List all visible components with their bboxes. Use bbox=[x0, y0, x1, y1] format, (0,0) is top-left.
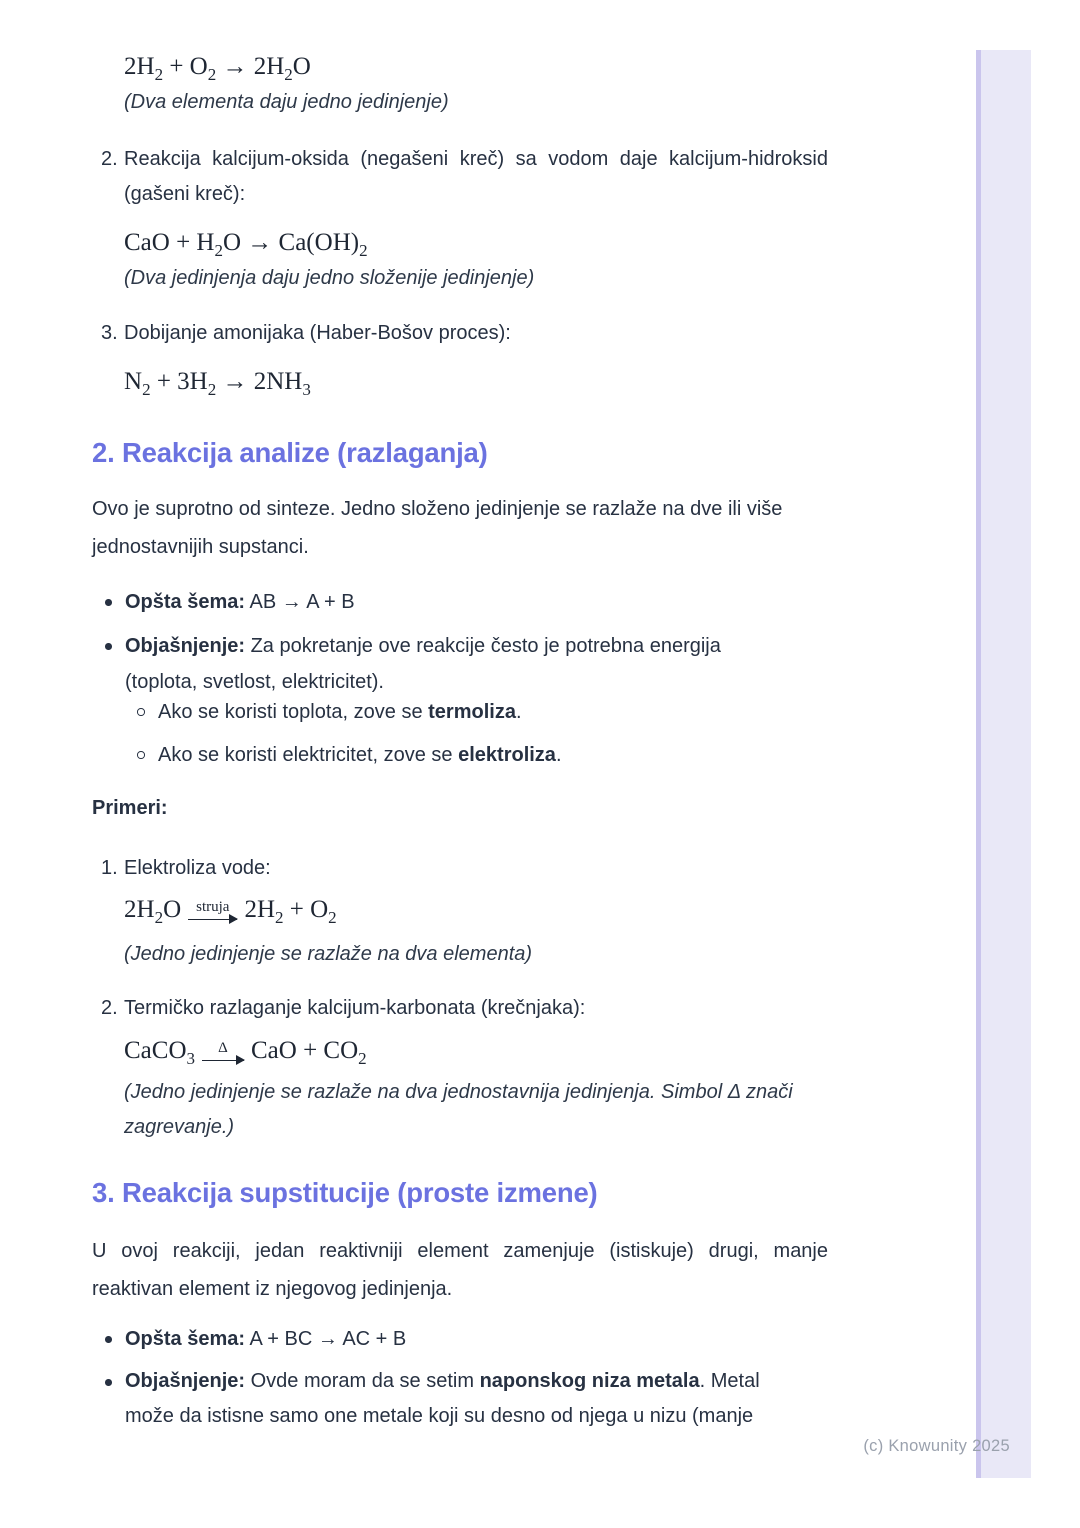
section-heading-supstitucija: 3. Reakcija supstitucije (proste izmene) bbox=[92, 1177, 598, 1208]
bullet-text-continued: (toplota, svetlost, elektricitet). bbox=[125, 671, 384, 693]
item-text: Reakcija kalcijum-oksida (negašeni kreč) sa vodom daje kalcijum-hidroksid (gašeni kreč): bbox=[124, 148, 828, 205]
bullet-lead: Opšta šema: bbox=[125, 591, 246, 613]
equation-right: CaO + $CO_2$ bbox=[251, 1037, 367, 1068]
bullet-lead: Objašnjenje: bbox=[125, 1370, 246, 1392]
labeled-arrow-icon bbox=[202, 1041, 244, 1062]
equation-synthesis-lime: CaO + $H_2O \to Ca(OH)_2$ bbox=[124, 229, 368, 260]
numbered-item-2 bbox=[92, 142, 828, 212]
item-number: 2. bbox=[101, 997, 118, 1019]
example-item-2 bbox=[92, 991, 828, 1026]
equation-thermolysis bbox=[124, 1034, 367, 1068]
bullet-text: Ovde moram da se setim bbox=[250, 1370, 480, 1392]
next-page-edge bbox=[976, 50, 1031, 1478]
bullet-strong: naponskog niza metala bbox=[479, 1370, 700, 1392]
section-heading-analiza: 2. Reakcija analize (razlaganja) bbox=[92, 437, 488, 468]
equation-synthesis-ammonia: $N_2 + 3H_2 \to 2NH_3$ bbox=[124, 368, 311, 399]
bullet-text-continued: može da istisne samo one metale koji su desno od njega u nizu (manje bbox=[125, 1405, 754, 1427]
sub-bullet-elektroliza bbox=[124, 737, 828, 773]
bullet-text: AB → A + B bbox=[249, 591, 355, 613]
sub-bullet-strong: elektroliza bbox=[458, 744, 556, 766]
bullet-text: A + BC → AC + B bbox=[249, 1328, 407, 1350]
labeled-arrow-icon bbox=[188, 900, 237, 921]
paragraph-supstitucija-intro: U ovoj reakciji, jedan reaktivniji element zamenjuje (istiskuje) drugi, manje reaktivan element iz njegovog jedinjenja. bbox=[92, 1240, 828, 1300]
item-number: 2. bbox=[101, 148, 118, 170]
sub-bullet-termoliza bbox=[124, 694, 828, 730]
equation-left: CaCO$_3$ bbox=[124, 1037, 195, 1068]
equation-caption: (Dva jedinjenja daju jedno složenije jedinjenje) bbox=[124, 267, 535, 289]
bullet-objasnjenje-2 bbox=[92, 1364, 828, 1434]
sub-bullet-text: . bbox=[555, 744, 562, 766]
primeri-label: Primeri: bbox=[92, 797, 168, 819]
equation-electrolysis bbox=[124, 893, 337, 927]
sub-bullet-text: Ako se koristi toplota, zove se bbox=[158, 701, 429, 723]
equation-caption: (Jedno jedinjenje se razlaže na dva elementa) bbox=[124, 943, 533, 965]
example-item-1 bbox=[92, 851, 828, 886]
bullet-opsta-sema-2 bbox=[92, 1321, 828, 1357]
arrow-label: Δ bbox=[218, 1039, 228, 1056]
bullet-dot-icon bbox=[92, 628, 125, 700]
bullet-dot-icon bbox=[92, 1364, 125, 1434]
arrow-label: struja bbox=[196, 898, 230, 915]
equation-synthesis-water: $2H_2 + O_2 \to 2H_2O$ bbox=[124, 53, 311, 84]
equation-caption-multiline: (Jedno jedinjenje se razlaže na dva jednostavnija jedinjenja. Simbol Δ znači zagrevanje.) bbox=[124, 1081, 793, 1138]
equation-right: $2H_2 + O_2$ bbox=[244, 896, 337, 927]
bullet-text: Za pokretanje ove reakcije često je potrebna energija bbox=[250, 635, 721, 657]
bullet-lead: Objašnjenje: bbox=[125, 635, 246, 657]
sub-bullet-strong: termoliza bbox=[428, 701, 516, 723]
equation-left: $2H_2O$ bbox=[124, 896, 182, 927]
sub-bullet-text: . bbox=[515, 701, 522, 723]
item-text: Elektroliza vode: bbox=[124, 857, 271, 879]
equation-caption: (Dva elementa daju jedno jedinjenje) bbox=[124, 91, 449, 113]
footer-copyright: (c) Knowunity 2025 bbox=[863, 1437, 1010, 1455]
bullet-circle-icon bbox=[124, 737, 158, 773]
bullet-lead: Opšta šema: bbox=[125, 1328, 246, 1350]
bullet-circle-icon bbox=[124, 694, 158, 730]
bullet-dot-icon bbox=[92, 584, 125, 620]
bullet-objasnjenje bbox=[92, 628, 828, 700]
sub-bullet-text: Ako se koristi elektricitet, zove se bbox=[158, 744, 459, 766]
paragraph-analiza-intro: Ovo je suprotno od sinteze. Jedno složeno jedinjenje se razlaže na dve ili više jednostavnijih supstanci. bbox=[92, 498, 783, 558]
item-number: 1. bbox=[101, 857, 118, 879]
item-text: Dobijanje amonijaka (Haber-Bošov proces): bbox=[124, 322, 511, 344]
item-text: Termičko razlaganje kalcijum-karbonata (krečnjaka): bbox=[124, 997, 586, 1019]
bullet-opsta-sema bbox=[92, 584, 828, 620]
item-number: 3. bbox=[101, 322, 118, 344]
numbered-item-3 bbox=[92, 316, 828, 351]
bullet-dot-icon bbox=[92, 1321, 125, 1357]
bullet-text: . Metal bbox=[699, 1370, 760, 1392]
